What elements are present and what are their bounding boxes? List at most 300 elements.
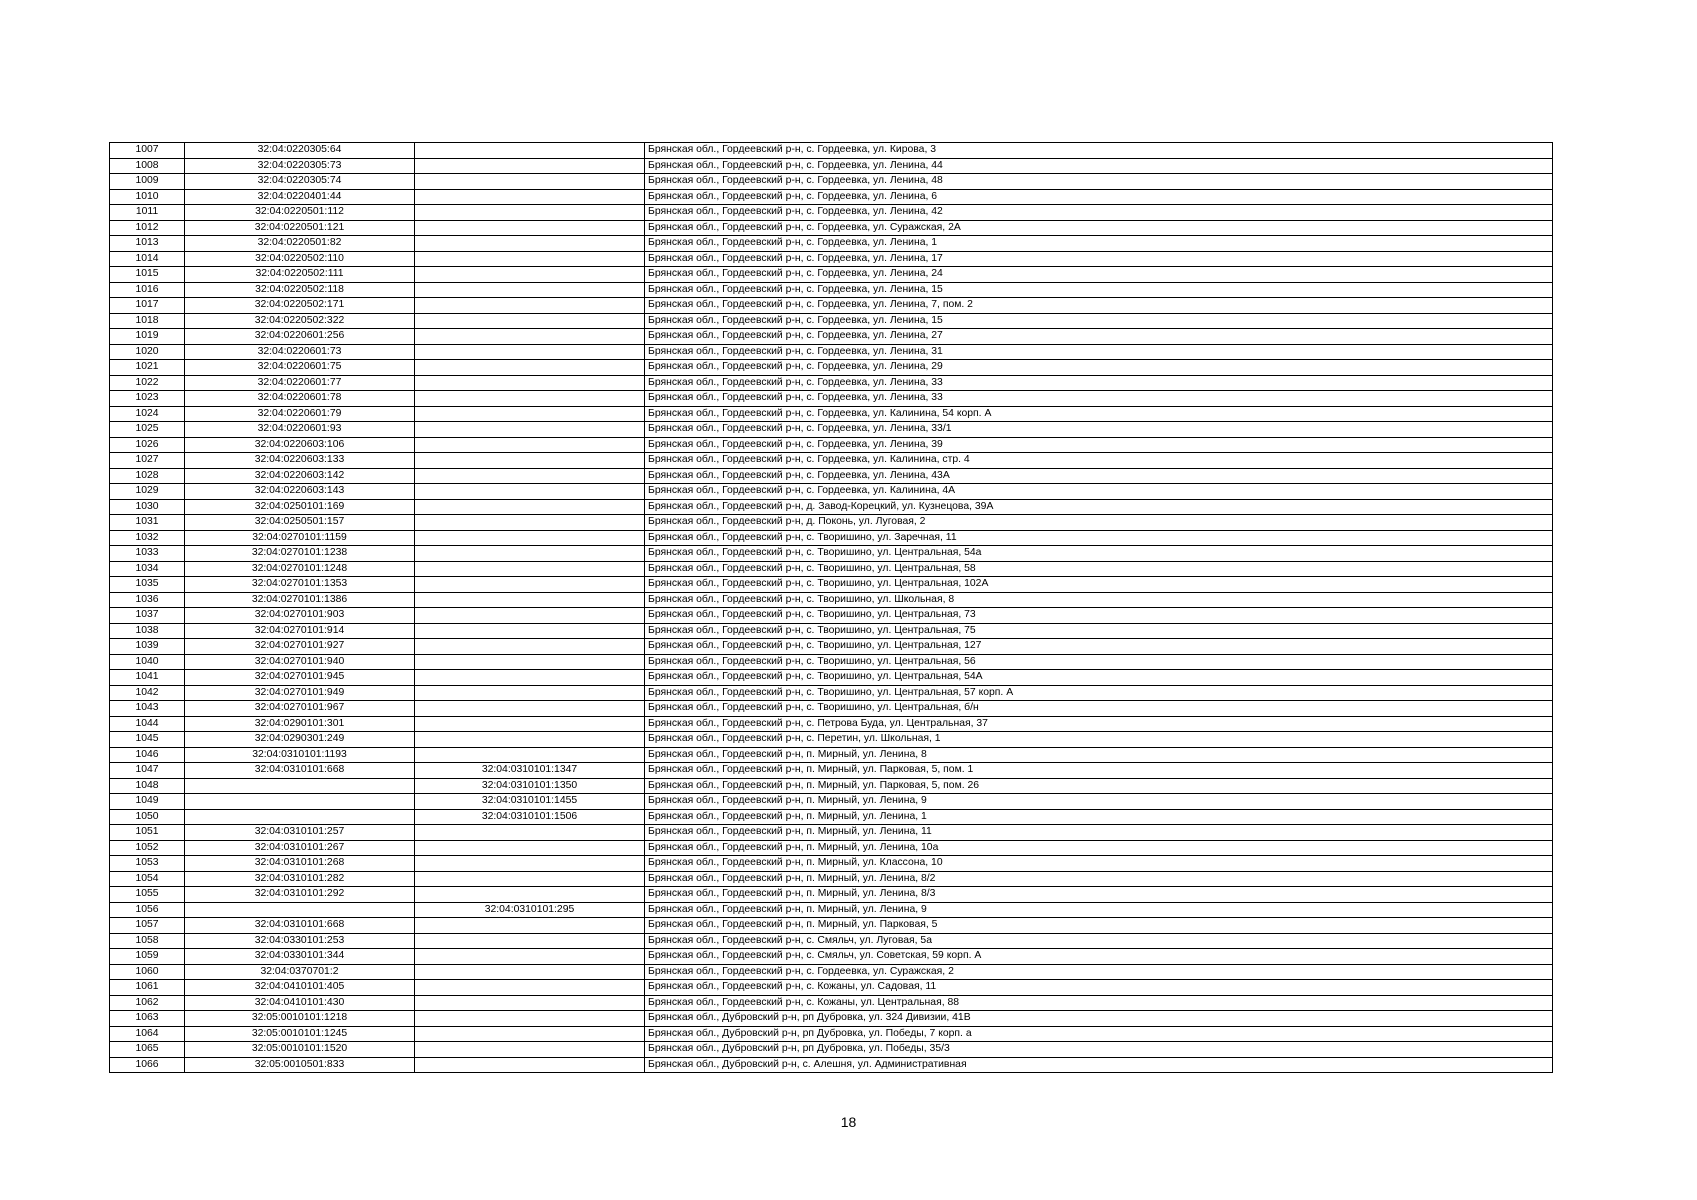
table-row [110,360,1553,376]
row-number-cell: 1044 [110,716,185,732]
table-row [110,189,1553,205]
related-cadastral-number-cell [415,282,645,298]
address-cell: Брянская обл., Гордеевский р-н, с. Смяльч, ул. Советская, 59 корп. А [645,949,1553,965]
related-cadastral-number-cell [415,220,645,236]
table-row [110,174,1553,190]
cadastral-number-cell: 32:04:0310101:292 [185,887,415,903]
address-cell: Брянская обл., Гордеевский р-н, п. Мирный, ул. Парковая, 5 [645,918,1553,934]
related-cadastral-number-cell [415,980,645,996]
row-number-cell: 1038 [110,623,185,639]
cadastral-number-cell: 32:04:0220305:73 [185,158,415,174]
table-row [110,499,1553,515]
row-number-cell: 1027 [110,453,185,469]
table-row [110,251,1553,267]
table-row [110,871,1553,887]
address-cell: Брянская обл., Гордеевский р-н, с. Кожаны, ул. Садовая, 11 [645,980,1553,996]
table-row [110,778,1553,794]
related-cadastral-number-cell [415,701,645,717]
cadastral-number-cell: 32:04:0220601:78 [185,391,415,407]
table-row [110,391,1553,407]
cadastral-number-cell: 32:04:0310101:668 [185,918,415,934]
address-cell: Брянская обл., Гордеевский р-н, с. Гордеевка, ул. Калинина, 54 корп. А [645,406,1553,422]
table-row [110,794,1553,810]
row-number-cell: 1024 [110,406,185,422]
related-cadastral-number-cell [415,871,645,887]
address-cell: Брянская обл., Гордеевский р-н, с. Гордеевка, ул. Суражская, 2 [645,964,1553,980]
table-row [110,577,1553,593]
related-cadastral-number-cell [415,561,645,577]
address-cell: Брянская обл., Гордеевский р-н, п. Мирный, ул. Ленина, 9 [645,794,1553,810]
address-cell: Брянская обл., Гордеевский р-н, с. Гордеевка, ул. Калинина, 4А [645,484,1553,500]
address-cell: Брянская обл., Гордеевский р-н, д. Завод-Корецкий, ул. Кузнецова, 39А [645,499,1553,515]
address-cell: Брянская обл., Гордеевский р-н, с. Творишино, ул. Центральная, 54а [645,546,1553,562]
cadastral-number-cell: 32:04:0250501:157 [185,515,415,531]
related-cadastral-number-cell [415,251,645,267]
address-cell: Брянская обл., Гордеевский р-н, с. Творишино, ул. Центральная, 75 [645,623,1553,639]
row-number-cell: 1007 [110,143,185,159]
related-cadastral-number-cell [415,995,645,1011]
address-cell: Брянская обл., Гордеевский р-н, п. Мирный, ул. Классона, 10 [645,856,1553,872]
row-number-cell: 1065 [110,1042,185,1058]
related-cadastral-number-cell [415,918,645,934]
table-row [110,1011,1553,1027]
table-row [110,809,1553,825]
table-row [110,918,1553,934]
row-number-cell: 1026 [110,437,185,453]
cadastral-number-cell: 32:04:0310101:257 [185,825,415,841]
cadastral-number-cell: 32:04:0270101:949 [185,685,415,701]
row-number-cell: 1014 [110,251,185,267]
row-number-cell: 1016 [110,282,185,298]
table-row [110,329,1553,345]
row-number-cell: 1035 [110,577,185,593]
related-cadastral-number-cell [415,608,645,624]
related-cadastral-number-cell [415,391,645,407]
address-cell: Брянская обл., Гордеевский р-н, с. Гордеевка, ул. Ленина, 15 [645,313,1553,329]
table-row [110,639,1553,655]
table-row [110,685,1553,701]
cadastral-number-cell: 32:04:0410101:405 [185,980,415,996]
cadastral-number-cell: 32:04:0330101:253 [185,933,415,949]
related-cadastral-number-cell [415,298,645,314]
table-row [110,546,1553,562]
row-number-cell: 1019 [110,329,185,345]
cadastral-number-cell: 32:04:0310101:268 [185,856,415,872]
cadastral-number-cell: 32:04:0220502:111 [185,267,415,283]
table-row [110,220,1553,236]
address-cell: Брянская обл., Гордеевский р-н, п. Мирный, ул. Ленина, 8/2 [645,871,1553,887]
cadastral-number-cell: 32:04:0220601:73 [185,344,415,360]
row-number-cell: 1013 [110,236,185,252]
table-row [110,375,1553,391]
table-row [110,298,1553,314]
cadastral-number-cell [185,902,415,918]
table-row [110,701,1553,717]
related-cadastral-number-cell [415,732,645,748]
table-row [110,747,1553,763]
address-cell: Брянская обл., Гордеевский р-н, с. Гордеевка, ул. Ленина, 48 [645,174,1553,190]
related-cadastral-number-cell [415,964,645,980]
address-cell: Брянская обл., Гордеевский р-н, п. Мирный, ул. Парковая, 5, пом. 26 [645,778,1553,794]
table-row [110,825,1553,841]
cadastral-number-cell: 32:04:0220603:133 [185,453,415,469]
address-cell: Брянская обл., Гордеевский р-н, с. Творишино, ул. Центральная, 127 [645,639,1553,655]
related-cadastral-number-cell [415,1057,645,1073]
row-number-cell: 1025 [110,422,185,438]
table-row [110,468,1553,484]
address-cell: Брянская обл., Гордеевский р-н, с. Гордеевка, ул. Ленина, 17 [645,251,1553,267]
related-cadastral-number-cell [415,577,645,593]
cadastral-number-cell: 32:04:0220305:64 [185,143,415,159]
cadastral-number-cell: 32:04:0270101:945 [185,670,415,686]
address-cell: Брянская обл., Гордеевский р-н, с. Гордеевка, ул. Ленина, 7, пом. 2 [645,298,1553,314]
table-row [110,623,1553,639]
related-cadastral-number-cell: 32:04:0310101:1350 [415,778,645,794]
related-cadastral-number-cell [415,623,645,639]
table-row [110,964,1553,980]
cadastral-number-cell: 32:04:0270101:1353 [185,577,415,593]
address-cell: Брянская обл., Гордеевский р-н, с. Гордеевка, ул. Ленина, 39 [645,437,1553,453]
table-row [110,282,1553,298]
row-number-cell: 1064 [110,1026,185,1042]
address-cell: Брянская обл., Гордеевский р-н, с. Творишино, ул. Центральная, 54А [645,670,1553,686]
address-cell: Брянская обл., Гордеевский р-н, с. Перетин, ул. Школьная, 1 [645,732,1553,748]
address-cell: Брянская обл., Гордеевский р-н, с. Гордеевка, ул. Ленина, 27 [645,329,1553,345]
cadastral-number-cell: 32:04:0270101:967 [185,701,415,717]
address-cell: Брянская обл., Гордеевский р-н, п. Мирный, ул. Ленина, 11 [645,825,1553,841]
related-cadastral-number-cell [415,1026,645,1042]
address-cell: Брянская обл., Гордеевский р-н, с. Кожаны, ул. Центральная, 88 [645,995,1553,1011]
row-number-cell: 1043 [110,701,185,717]
table-row [110,205,1553,221]
related-cadastral-number-cell [415,344,645,360]
row-number-cell: 1066 [110,1057,185,1073]
row-number-cell: 1036 [110,592,185,608]
table-row [110,313,1553,329]
cadastral-number-cell: 32:04:0290101:301 [185,716,415,732]
row-number-cell: 1032 [110,530,185,546]
cadastral-number-cell: 32:04:0220601:77 [185,375,415,391]
related-cadastral-number-cell [415,825,645,841]
cadastral-number-cell: 32:04:0220601:79 [185,406,415,422]
row-number-cell: 1052 [110,840,185,856]
cadastral-number-cell: 32:04:0270101:1248 [185,561,415,577]
row-number-cell: 1008 [110,158,185,174]
related-cadastral-number-cell [415,499,645,515]
cadastral-number-cell: 32:04:0330101:344 [185,949,415,965]
related-cadastral-number-cell [415,856,645,872]
table-row [110,1042,1553,1058]
table-row [110,143,1553,159]
cadastral-number-cell: 32:04:0220601:256 [185,329,415,345]
row-number-cell: 1011 [110,205,185,221]
cadastral-number-cell: 32:04:0310101:668 [185,763,415,779]
address-cell: Брянская обл., Гордеевский р-н, с. Гордеевка, ул. Ленина, 42 [645,205,1553,221]
address-cell: Брянская обл., Гордеевский р-н, с. Гордеевка, ул. Ленина, 31 [645,344,1553,360]
related-cadastral-number-cell [415,189,645,205]
table-body [110,143,1553,1073]
table-row [110,453,1553,469]
related-cadastral-number-cell [415,329,645,345]
row-number-cell: 1017 [110,298,185,314]
table-row [110,1026,1553,1042]
address-cell: Брянская обл., Дубровский р-н, рп Дубровка, ул. Победы, 35/3 [645,1042,1553,1058]
address-cell: Брянская обл., Гордеевский р-н, с. Гордеевка, ул. Ленина, 33 [645,375,1553,391]
related-cadastral-number-cell [415,716,645,732]
cadastral-number-cell: 32:05:0010101:1218 [185,1011,415,1027]
address-cell: Брянская обл., Гордеевский р-н, п. Мирный, ул. Ленина, 8/3 [645,887,1553,903]
related-cadastral-number-cell [415,654,645,670]
table-row [110,530,1553,546]
row-number-cell: 1009 [110,174,185,190]
address-cell: Брянская обл., Гордеевский р-н, с. Гордеевка, ул. Ленина, 33/1 [645,422,1553,438]
cadastral-number-cell: 32:04:0270101:914 [185,623,415,639]
address-cell: Брянская обл., Гордеевский р-н, с. Гордеевка, ул. Ленина, 24 [645,267,1553,283]
cadastral-number-cell: 32:04:0220501:112 [185,205,415,221]
address-cell: Брянская обл., Гордеевский р-н, с. Гордеевка, ул. Ленина, 43А [645,468,1553,484]
table-row [110,267,1553,283]
address-cell: Брянская обл., Гордеевский р-н, с. Творишино, ул. Центральная, 57 корп. А [645,685,1553,701]
row-number-cell: 1045 [110,732,185,748]
cadastral-number-cell: 32:05:0010101:1520 [185,1042,415,1058]
cadastral-number-cell: 32:04:0220603:106 [185,437,415,453]
row-number-cell: 1010 [110,189,185,205]
address-cell: Брянская обл., Гордеевский р-н, с. Творишино, ул. Центральная, б/н [645,701,1553,717]
address-cell: Брянская обл., Гордеевский р-н, с. Творишино, ул. Центральная, 102А [645,577,1553,593]
row-number-cell: 1050 [110,809,185,825]
table-row [110,732,1553,748]
related-cadastral-number-cell [415,515,645,531]
cadastral-number-cell: 32:05:0010501:833 [185,1057,415,1073]
table-row [110,437,1553,453]
row-number-cell: 1063 [110,1011,185,1027]
row-number-cell: 1049 [110,794,185,810]
cadastral-number-cell: 32:04:0220601:93 [185,422,415,438]
table-row [110,995,1553,1011]
related-cadastral-number-cell [415,360,645,376]
table-row [110,608,1553,624]
related-cadastral-number-cell [415,546,645,562]
row-number-cell: 1056 [110,902,185,918]
row-number-cell: 1023 [110,391,185,407]
related-cadastral-number-cell [415,422,645,438]
related-cadastral-number-cell [415,174,645,190]
row-number-cell: 1030 [110,499,185,515]
table-row [110,1057,1553,1073]
address-cell: Брянская обл., Гордеевский р-н, с. Гордеевка, ул. Ленина, 6 [645,189,1553,205]
table-row [110,422,1553,438]
related-cadastral-number-cell [415,143,645,159]
related-cadastral-number-cell [415,236,645,252]
address-cell: Брянская обл., Гордеевский р-н, с. Творишино, ул. Центральная, 73 [645,608,1553,624]
row-number-cell: 1021 [110,360,185,376]
cadastral-number-cell: 32:04:0220603:143 [185,484,415,500]
address-cell: Брянская обл., Гордеевский р-н, с. Гордеевка, ул. Ленина, 44 [645,158,1553,174]
table-row [110,670,1553,686]
related-cadastral-number-cell [415,592,645,608]
row-number-cell: 1046 [110,747,185,763]
cadastral-number-cell: 32:04:0310101:1193 [185,747,415,763]
row-number-cell: 1057 [110,918,185,934]
address-cell: Брянская обл., Гордеевский р-н, д. Поконь, ул. Луговая, 2 [645,515,1553,531]
address-cell: Брянская обл., Гордеевский р-н, с. Творишино, ул. Центральная, 58 [645,561,1553,577]
table-row [110,933,1553,949]
table-row [110,236,1553,252]
row-number-cell: 1053 [110,856,185,872]
row-number-cell: 1059 [110,949,185,965]
row-number-cell: 1028 [110,468,185,484]
related-cadastral-number-cell [415,1011,645,1027]
table-row [110,515,1553,531]
related-cadastral-number-cell [415,205,645,221]
row-number-cell: 1061 [110,980,185,996]
related-cadastral-number-cell: 32:04:0310101:1506 [415,809,645,825]
address-cell: Брянская обл., Гордеевский р-н, п. Мирный, ул. Парковая, 5, пом. 1 [645,763,1553,779]
address-cell: Брянская обл., Гордеевский р-н, с. Петрова Буда, ул. Центральная, 37 [645,716,1553,732]
address-cell: Брянская обл., Гордеевский р-н, с. Смяльч, ул. Луговая, 5а [645,933,1553,949]
table-row [110,406,1553,422]
row-number-cell: 1039 [110,639,185,655]
cadastral-number-cell: 32:04:0220603:142 [185,468,415,484]
table-row [110,887,1553,903]
cadastral-number-cell: 32:04:0220501:82 [185,236,415,252]
related-cadastral-number-cell: 32:04:0310101:1347 [415,763,645,779]
cadastral-number-cell: 32:04:0410101:430 [185,995,415,1011]
table-row [110,856,1553,872]
related-cadastral-number-cell [415,313,645,329]
table-row [110,840,1553,856]
cadastral-number-cell: 32:04:0270101:927 [185,639,415,655]
address-cell: Брянская обл., Гордеевский р-н, с. Гордеевка, ул. Ленина, 33 [645,391,1553,407]
address-cell: Брянская обл., Гордеевский р-н, п. Мирный, ул. Ленина, 1 [645,809,1553,825]
address-cell: Брянская обл., Дубровский р-н, рп Дубровка, ул. 324 Дивизии, 41В [645,1011,1553,1027]
cadastral-number-cell: 32:04:0220601:75 [185,360,415,376]
row-number-cell: 1018 [110,313,185,329]
cadastral-number-cell: 32:04:0290301:249 [185,732,415,748]
related-cadastral-number-cell: 32:04:0310101:1455 [415,794,645,810]
table-row [110,592,1553,608]
cadastral-number-cell: 32:05:0010101:1245 [185,1026,415,1042]
table-row [110,561,1553,577]
cadastral-number-cell: 32:04:0220502:322 [185,313,415,329]
cadastral-number-cell: 32:04:0250101:169 [185,499,415,515]
cadastral-number-cell: 32:04:0220502:118 [185,282,415,298]
address-cell: Брянская обл., Гордеевский р-н, п. Мирный, ул. Ленина, 8 [645,747,1553,763]
cadastral-number-cell [185,778,415,794]
table-row [110,716,1553,732]
table-row [110,902,1553,918]
address-cell: Брянская обл., Гордеевский р-н, с. Гордеевка, ул. Ленина, 1 [645,236,1553,252]
related-cadastral-number-cell [415,840,645,856]
table-row [110,980,1553,996]
cadastral-number-cell: 32:04:0220305:74 [185,174,415,190]
address-cell: Брянская обл., Гордеевский р-н, с. Гордеевка, ул. Ленина, 29 [645,360,1553,376]
row-number-cell: 1041 [110,670,185,686]
related-cadastral-number-cell [415,468,645,484]
cadastral-number-cell: 32:04:0220502:171 [185,298,415,314]
registry-table [109,142,1553,1073]
related-cadastral-number-cell [415,406,645,422]
cadastral-number-cell [185,809,415,825]
related-cadastral-number-cell [415,949,645,965]
related-cadastral-number-cell [415,267,645,283]
row-number-cell: 1012 [110,220,185,236]
row-number-cell: 1051 [110,825,185,841]
related-cadastral-number-cell [415,1042,645,1058]
cadastral-number-cell: 32:04:0220502:110 [185,251,415,267]
cadastral-number-cell: 32:04:0270101:903 [185,608,415,624]
page-number: 18 [840,1114,857,1130]
cadastral-number-cell: 32:04:0270101:1159 [185,530,415,546]
related-cadastral-number-cell [415,453,645,469]
table-row [110,158,1553,174]
related-cadastral-number-cell: 32:04:0310101:295 [415,902,645,918]
row-number-cell: 1040 [110,654,185,670]
related-cadastral-number-cell [415,639,645,655]
related-cadastral-number-cell [415,747,645,763]
address-cell: Брянская обл., Дубровский р-н, с. Алешня, ул. Административная [645,1057,1553,1073]
table-row [110,763,1553,779]
address-cell: Брянская обл., Гордеевский р-н, с. Творишино, ул. Заречная, 11 [645,530,1553,546]
cadastral-number-cell: 32:04:0270101:1386 [185,592,415,608]
row-number-cell: 1047 [110,763,185,779]
table-row [110,949,1553,965]
related-cadastral-number-cell [415,887,645,903]
address-cell: Брянская обл., Гордеевский р-н, с. Гордеевка, ул. Ленина, 15 [645,282,1553,298]
row-number-cell: 1029 [110,484,185,500]
related-cadastral-number-cell [415,437,645,453]
related-cadastral-number-cell [415,530,645,546]
row-number-cell: 1033 [110,546,185,562]
row-number-cell: 1048 [110,778,185,794]
row-number-cell: 1022 [110,375,185,391]
row-number-cell: 1042 [110,685,185,701]
related-cadastral-number-cell [415,670,645,686]
cadastral-number-cell: 32:04:0310101:282 [185,871,415,887]
row-number-cell: 1054 [110,871,185,887]
related-cadastral-number-cell [415,685,645,701]
address-cell: Брянская обл., Дубровский р-н, рп Дубровка, ул. Победы, 7 корп. а [645,1026,1553,1042]
row-number-cell: 1055 [110,887,185,903]
table-row [110,484,1553,500]
cadastral-number-cell: 32:04:0310101:267 [185,840,415,856]
related-cadastral-number-cell [415,933,645,949]
row-number-cell: 1034 [110,561,185,577]
row-number-cell: 1015 [110,267,185,283]
address-cell: Брянская обл., Гордеевский р-н, с. Творишино, ул. Школьная, 8 [645,592,1553,608]
cadastral-number-cell: 32:04:0270101:1238 [185,546,415,562]
table-row [110,344,1553,360]
address-cell: Брянская обл., Гордеевский р-н, с. Гордеевка, ул. Калинина, стр. 4 [645,453,1553,469]
cadastral-number-cell: 32:04:0270101:940 [185,654,415,670]
row-number-cell: 1062 [110,995,185,1011]
address-cell: Брянская обл., Гордеевский р-н, с. Гордеевка, ул. Суражская, 2А [645,220,1553,236]
address-cell: Брянская обл., Гордеевский р-н, с. Гордеевка, ул. Кирова, 3 [645,143,1553,159]
address-cell: Брянская обл., Гордеевский р-н, с. Творишино, ул. Центральная, 56 [645,654,1553,670]
cadastral-number-cell: 32:04:0220401:44 [185,189,415,205]
row-number-cell: 1020 [110,344,185,360]
related-cadastral-number-cell [415,158,645,174]
address-cell: Брянская обл., Гордеевский р-н, п. Мирный, ул. Ленина, 9 [645,902,1553,918]
table-row [110,654,1553,670]
row-number-cell: 1058 [110,933,185,949]
row-number-cell: 1037 [110,608,185,624]
address-cell: Брянская обл., Гордеевский р-н, п. Мирный, ул. Ленина, 10а [645,840,1553,856]
related-cadastral-number-cell [415,484,645,500]
row-number-cell: 1031 [110,515,185,531]
related-cadastral-number-cell [415,375,645,391]
row-number-cell: 1060 [110,964,185,980]
